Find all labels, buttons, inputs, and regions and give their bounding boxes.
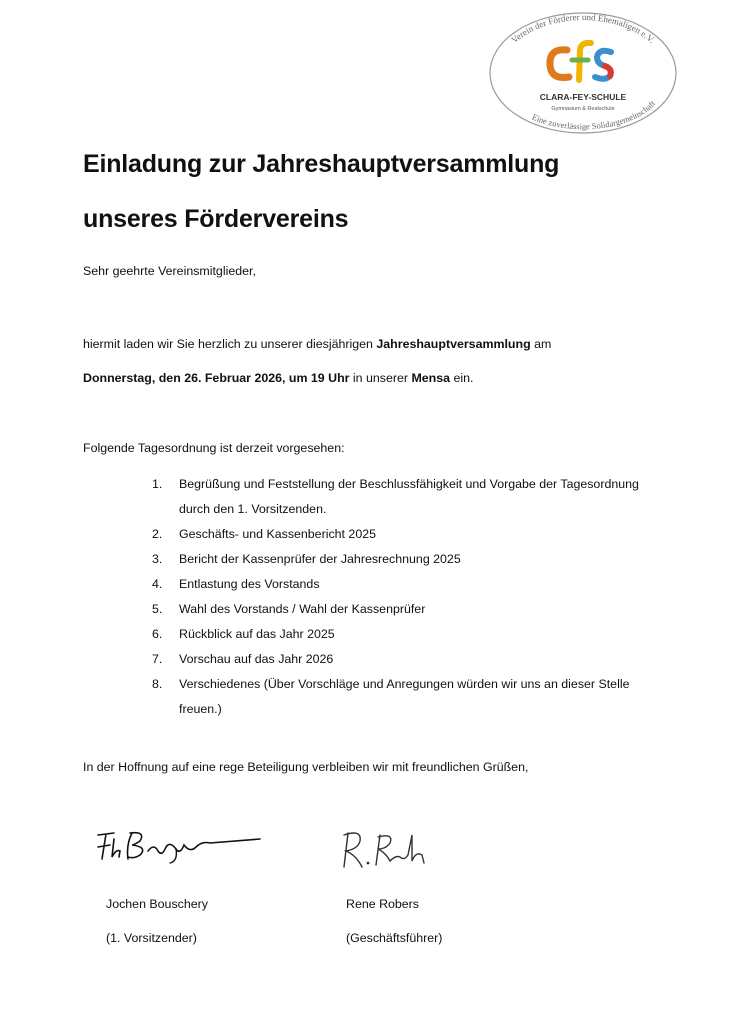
signature-jochen-bouschery xyxy=(92,825,264,865)
agenda-item xyxy=(152,672,672,722)
agenda-item-number: 5. xyxy=(152,602,163,616)
agenda-item-text: Wahl des Vorstands / Wahl der Kassenprüfer xyxy=(179,602,426,616)
agenda-item-number: 1. xyxy=(152,477,163,491)
logo-subtitle: Gymnasium & Realschule xyxy=(551,106,615,112)
agenda-item xyxy=(152,522,672,547)
agenda-item xyxy=(152,647,672,672)
agenda-item-number: 3. xyxy=(152,552,163,566)
cfs-mark xyxy=(550,43,611,80)
date-line-text-1: in unserer xyxy=(349,371,412,385)
agenda-item-text: Vorschau auf das Jahr 2026 xyxy=(179,652,334,666)
association-logo xyxy=(487,10,679,136)
signature-rene-robers xyxy=(336,827,436,871)
agenda-item-text: Bericht der Kassenprüfer der Jahresrechnung 2025 xyxy=(179,552,461,566)
intro-text-1: hiermit laden wir Sie herzlich zu unserer diesjährigen xyxy=(83,337,377,351)
title-line-2: unseres Fördervereins xyxy=(83,205,349,233)
agenda-item-number: 6. xyxy=(152,627,163,641)
agenda-item xyxy=(152,547,672,572)
agenda-item xyxy=(152,572,672,597)
title-line-1: Einladung zur Jahreshauptversammlung xyxy=(83,150,560,178)
intro-bold-meeting: Jahreshauptversammlung xyxy=(376,337,531,351)
agenda-item-text: Entlastung des Vorstands xyxy=(179,577,320,591)
agenda-item-number: 7. xyxy=(152,652,163,666)
agenda-item xyxy=(152,597,672,622)
signatory-role-1: (1. Vorsitzender) xyxy=(106,931,197,945)
agenda-item-number: 8. xyxy=(152,677,163,691)
signatory-role-2: (Geschäftsführer) xyxy=(346,931,443,945)
date-line xyxy=(83,370,473,386)
agenda-intro: Folgende Tagesordnung ist derzeit vorgesehen: xyxy=(83,441,345,455)
agenda-list xyxy=(152,472,672,722)
agenda-item xyxy=(152,472,672,522)
signatory-name-1: Jochen Bouschery xyxy=(106,897,208,911)
logo-arc-bottom: Eine zuverlässige Solidargemeinschaft xyxy=(530,98,658,132)
agenda-item-text: Geschäfts- und Kassenbericht 2025 xyxy=(179,527,376,541)
meeting-venue: Mensa xyxy=(411,371,451,385)
greeting: Sehr geehrte Vereinsmitglieder, xyxy=(83,264,256,278)
logo-school-name: CLARA-FEY-SCHULE xyxy=(539,92,627,102)
agenda-item-number: 2. xyxy=(152,527,163,541)
logo-arc-top: Verein der Förderer und Ehemaligen e.V. xyxy=(509,12,657,46)
agenda-item-number: 4. xyxy=(152,577,163,591)
logo-graphic xyxy=(487,10,679,136)
agenda-item xyxy=(152,622,672,647)
signatory-name-2: Rene Robers xyxy=(346,897,420,911)
intro-text-2: am xyxy=(530,337,552,351)
agenda-item-text: Verschiedenes (Über Vorschläge und Anregungen würden wir uns an dieser Stelle freuen.) xyxy=(179,677,630,716)
agenda-item-text: Rückblick auf das Jahr 2025 xyxy=(179,627,335,641)
closing-line: In der Hoffnung auf eine rege Beteiligung verbleiben wir mit freundlichen Grüßen, xyxy=(83,760,529,774)
meeting-date: Donnerstag, den 26. Februar 2026, um 19 Uhr xyxy=(83,371,350,385)
intro-paragraph xyxy=(83,336,551,352)
date-line-text-2: ein. xyxy=(450,371,474,385)
agenda-item-text: Begrüßung und Feststellung der Beschlussfähigkeit und Vorgabe der Tagesordnung durch den 1. Vorsitzenden. xyxy=(179,477,639,516)
